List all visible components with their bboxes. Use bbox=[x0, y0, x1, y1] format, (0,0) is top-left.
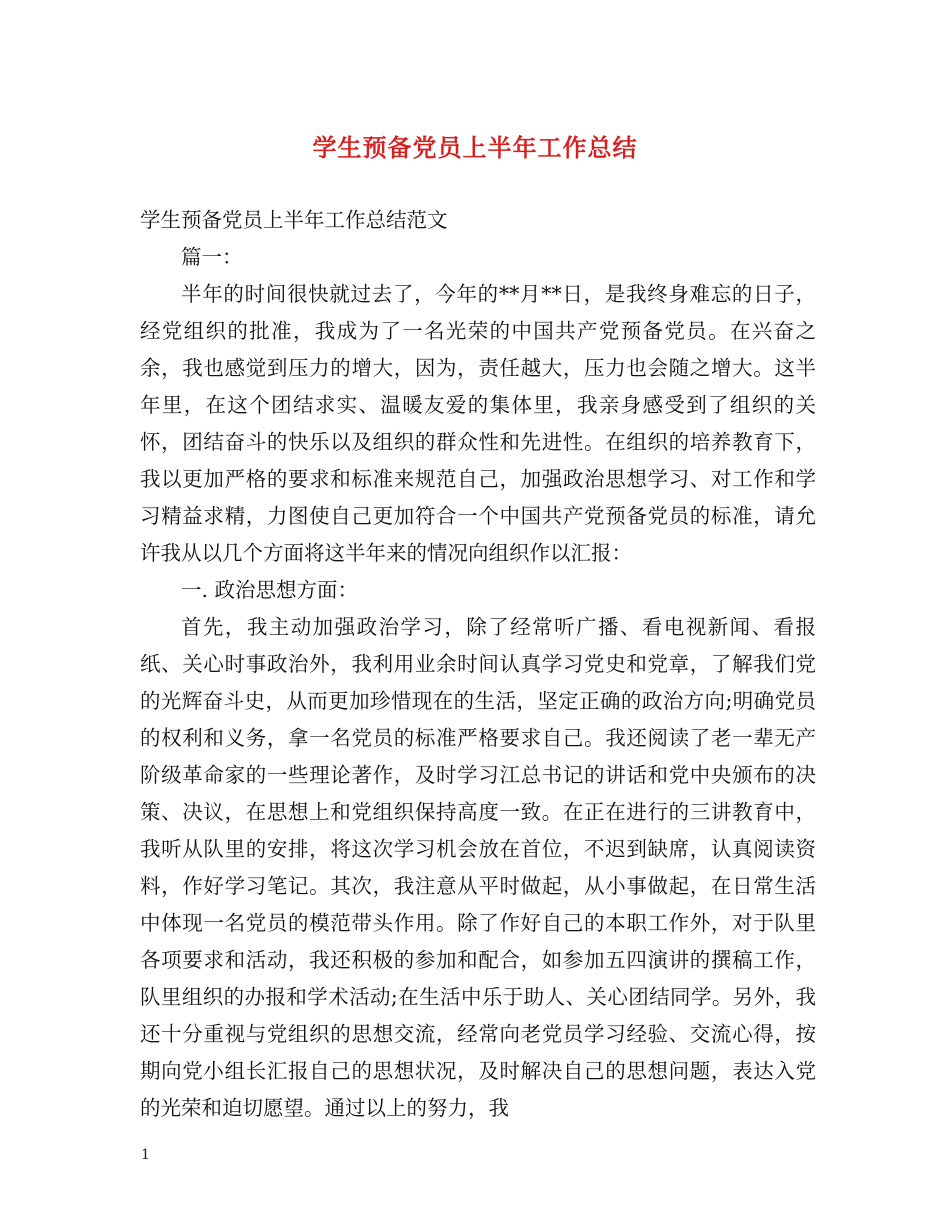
paragraph-subtitle: 学生预备党员上半年工作总结范文 bbox=[140, 208, 448, 232]
page-number: 1 bbox=[141, 1147, 150, 1163]
paragraph-political-body: 首先，我主动加强政治学习，除了经常听广播、看电视新闻、看报纸、关心时事政治外，我利用业余时间认真学习党史和党章，了解我们党的光辉奋斗史，从而更加珍惜现在的生活，坚定正确的政治方向;明确党员的权利和义务，拿一名党员的标准严格要求自己。我还阅读了老一辈无产阶级革命家的一些理论著作，及时学习江总书记的讲话和党中央颁布的决策、决议，在思想上和党组织保持高度一致。在正在进行的三讲教育中，我听从队里的安排，将这次学习机会放在首位，不迟到缺席，认真阅读资料，作好学习笔记。其次，我注意从平时做起，从小事做起，在日常生活中体现一名党员的模范带头作用。除了作好自己的本职工作外，对于队里各项要求和活动，我还积极的参加和配合，如参加五四演讲的撰稿工作，队里组织的办报和学术活动;在生活中乐于助人、关心团结同学。另外，我还十分重视与党组织的思想交流，经常向老党员学习经验、交流心得，按期向党小组长汇报自己的思想状况，及时解决自己的思想问题，表达入党的光荣和迫切愿望。通过以上的努力，我 bbox=[140, 615, 816, 1120]
document-body bbox=[140, 202, 816, 1127]
paragraph-heading-political: 一. 政治思想方面： bbox=[181, 578, 359, 602]
paragraph-section-label: 篇一： bbox=[181, 245, 243, 269]
paragraph-intro: 半年的时间很快就过去了，今年的**月**日，是我终身难忘的日子，经党组织的批准，我成为了一名光荣的中国共产党预备党员。在兴奋之余，我也感觉到压力的增大，因为，责任越大，压力也会随之增大。这半年里，在这个团结求实、温暖友爱的集体里，我亲身感受到了组织的关怀，团结奋斗的快乐以及组织的群众性和先进性。在组织的培养教育下，我以更加严格的要求和标准来规范自己，加强政治思想学习、对工作和学习精益求精，力图使自己更加符合一个中国共产党预备党员的标准，请允许我从以几个方面将这半年来的情况向组织作以汇报： bbox=[140, 282, 816, 565]
document-title: 学生预备党员上半年工作总结 bbox=[312, 133, 638, 162]
